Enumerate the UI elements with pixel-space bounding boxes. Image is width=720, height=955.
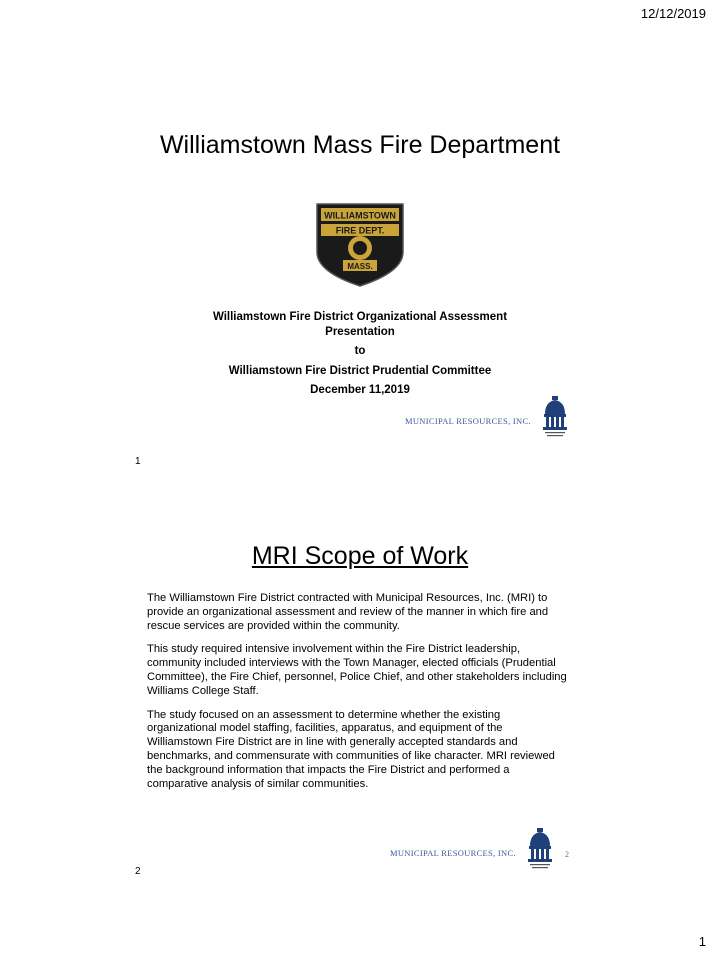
subtitle-line-4: Williamstown Fire District Prudential Committee xyxy=(228,364,492,377)
mri-logo xyxy=(405,394,585,438)
paragraph-3: The study focused on an assessment to determine whether the existing organizational model staffing, facilities, apparatus, and equipment of the Williamstown Fire District are in line with generally accepted standards and benchmarks, and commensurate with communities of like character. MRI reviewed the background information that impacts the Fire District and performed a comparative analysis of similar communities. xyxy=(147,708,555,790)
subtitle-line-3: to xyxy=(354,345,366,357)
capitol-dome-icon xyxy=(539,394,571,438)
slide-1-number: 1 xyxy=(135,456,141,467)
mri-logo xyxy=(390,826,585,870)
slide-2 xyxy=(135,530,585,877)
mri-logo-text: MUNICIPAL RESOURCES, INC. xyxy=(405,416,531,426)
slide-1-subtitle xyxy=(175,309,545,399)
slide-2-logo-page: 2 xyxy=(565,850,570,859)
badge-line-1: WILLIAMSTOWN xyxy=(324,210,396,221)
paragraph-2: This study required intensive involvement within the Fire District leadership, community included interviews with the Town Manager, elected officials (Prudential Committee), the Fire Chief, personnel, Police Chief, and other stakeholders including Williams College Staff. xyxy=(147,643,567,697)
fire-department-badge xyxy=(315,200,405,288)
slide-1-title: Williamstown Mass Fire Department xyxy=(159,131,561,159)
slide-2-title: MRI Scope of Work xyxy=(251,542,469,570)
paragraph-1: The Williamstown Fire District contracted with Municipal Resources, Inc. (MRI) to provide an organizational assessment and review of the manner in which fire and rescue services are provided within the community. xyxy=(147,592,549,632)
subtitle-line-1: Williamstown Fire District Organizational Assessment xyxy=(212,311,508,323)
page-number: 1 xyxy=(698,934,706,949)
capitol-dome-icon xyxy=(524,826,556,870)
slide-2-body xyxy=(147,592,567,801)
slide-2-number: 2 xyxy=(135,866,141,877)
badge-line-3: MASS. xyxy=(347,262,373,271)
header-date: 12/12/2019 xyxy=(640,6,706,21)
subtitle-line-5: December 11,2019 xyxy=(310,384,410,396)
subtitle-line-2: Presentation xyxy=(325,325,395,338)
mri-logo-text: MUNICIPAL RESOURCES, INC. xyxy=(390,848,516,858)
badge-line-2: FIRE DEPT. xyxy=(335,225,385,236)
slide-1 xyxy=(135,120,585,467)
